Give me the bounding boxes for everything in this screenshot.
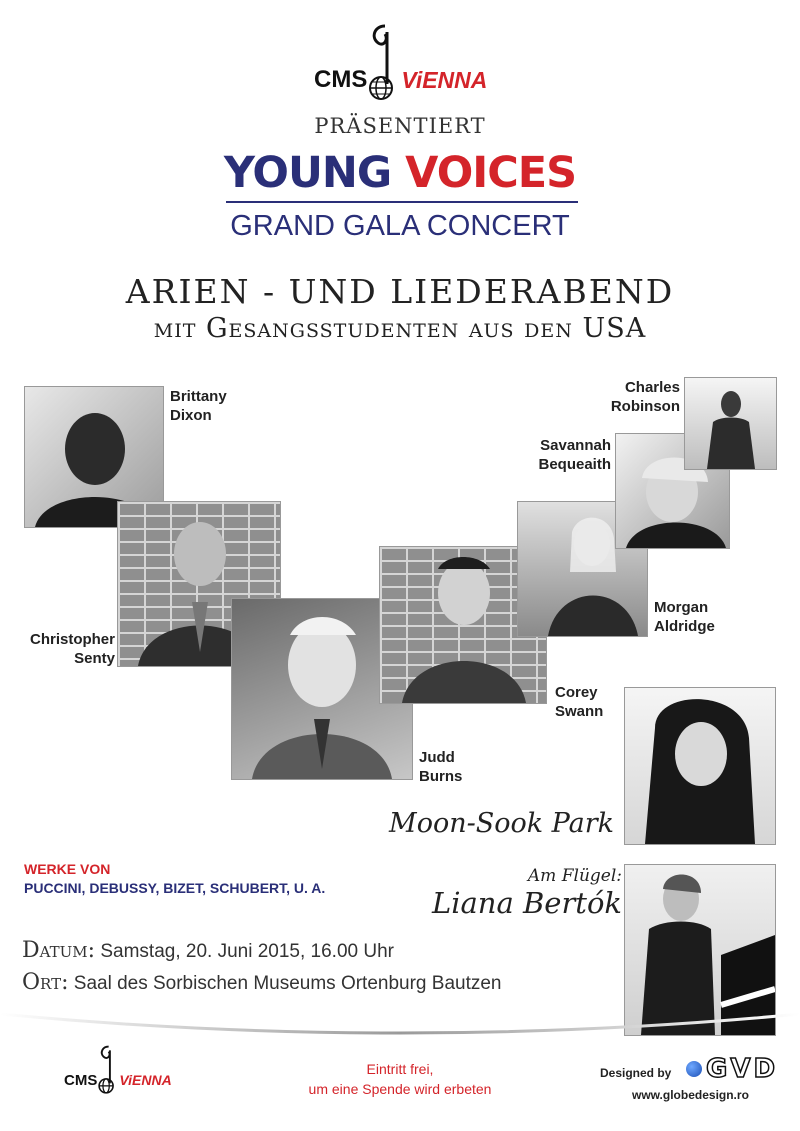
works-composers: PUCCINI, DEBUSSY, BIZET, SCHUBERT, U. A. bbox=[24, 880, 326, 896]
pianist-name: Liana Bertók bbox=[431, 886, 622, 920]
date-value: Samstag, 20. Juni 2015, 16.00 Uhr bbox=[100, 941, 394, 962]
works-label: WERKE VON bbox=[24, 861, 111, 877]
title-voices: VOICES bbox=[405, 148, 577, 198]
globe-icon bbox=[686, 1061, 702, 1077]
pianist-label: Am Flügel: bbox=[527, 866, 622, 886]
first-name: Morgan bbox=[654, 599, 709, 616]
name-savannah-bequeaith bbox=[505, 436, 611, 474]
title-young: YOUNG bbox=[223, 148, 392, 198]
place-label: Ort: bbox=[22, 970, 69, 995]
name-brittany-dixon bbox=[170, 387, 227, 425]
name-christopher-senty bbox=[19, 630, 115, 668]
name-morgan-aldridge bbox=[654, 598, 715, 636]
first-name: Savannah bbox=[540, 437, 611, 454]
first-name: Brittany bbox=[170, 388, 227, 405]
last-name: Aldridge bbox=[654, 618, 715, 635]
logo-cms-text: CMS bbox=[314, 66, 368, 93]
name-corey-swann bbox=[555, 683, 603, 721]
title bbox=[0, 148, 800, 198]
designer-logo-text: GVD bbox=[706, 1054, 779, 1084]
presents-label: PRÄSENTIERT bbox=[314, 114, 486, 138]
last-name: Robinson bbox=[610, 398, 680, 415]
director-name: Moon-Sook Park bbox=[389, 808, 614, 839]
event-date bbox=[22, 938, 394, 963]
subtitle: GRAND GALA CONCERT bbox=[230, 210, 570, 242]
first-name: Corey bbox=[555, 684, 598, 701]
name-charles-robinson bbox=[580, 378, 680, 416]
logo-vienna-text: ViENNA bbox=[401, 66, 488, 93]
footer-logo-cms: CMS bbox=[64, 1071, 98, 1089]
date-label: Datum: bbox=[22, 938, 96, 963]
note-globe-icon bbox=[367, 22, 401, 104]
footer-note-globe-icon bbox=[97, 1044, 119, 1096]
place-value: Saal des Sorbischen Museums Ortenburg Bautzen bbox=[73, 973, 502, 994]
last-name: Burns bbox=[419, 768, 463, 785]
footer-logo bbox=[64, 1044, 172, 1096]
last-name: Bequeaith bbox=[538, 456, 611, 473]
event-place bbox=[22, 970, 502, 995]
photo-charles-robinson bbox=[684, 377, 777, 470]
name-judd-burns bbox=[419, 748, 462, 786]
headline: ARIEN - UND LIEDERABEND bbox=[125, 272, 675, 311]
photo-moon-sook-park bbox=[624, 687, 776, 845]
first-name: Judd bbox=[419, 749, 455, 766]
last-name: Swann bbox=[555, 703, 604, 720]
first-name: Charles bbox=[624, 379, 680, 396]
last-name: Senty bbox=[74, 650, 115, 667]
first-name: Christopher bbox=[29, 631, 115, 648]
footer-note-line1: Eintritt frei, bbox=[366, 1061, 434, 1077]
last-name: Dixon bbox=[170, 407, 212, 424]
subheadline: mit Gesangsstudenten aus den USA bbox=[153, 313, 647, 344]
footer-logo-vienna: ViENNA bbox=[119, 1072, 172, 1088]
footer-note-line2: um eine Spende wird erbeten bbox=[308, 1081, 492, 1097]
designer-logo bbox=[686, 1054, 778, 1084]
title-divider bbox=[226, 201, 578, 203]
designer-website: www.globedesign.ro bbox=[632, 1088, 749, 1102]
footer-note bbox=[270, 1059, 530, 1099]
header-logo bbox=[314, 22, 487, 104]
designed-by-label: Designed by bbox=[600, 1066, 672, 1080]
